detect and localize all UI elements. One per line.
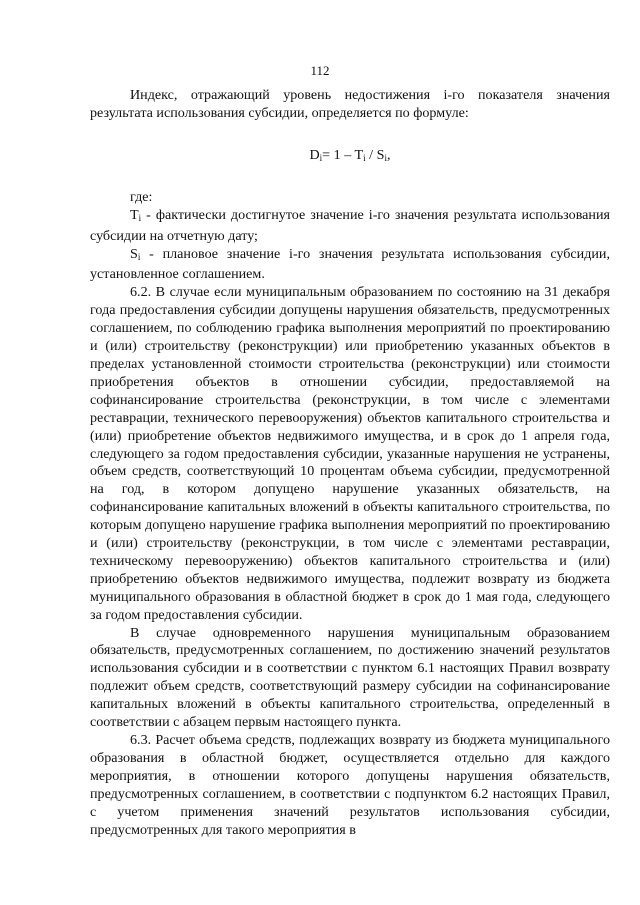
definition-s-text: - плановое значение i-го значения результата использования субсидии, установленное соглашением. — [90, 245, 610, 283]
paragraph-6-3: 6.3. Расчет объема средств, подлежащих возврату из бюджета муниципального образования в областной бюджет, осуществляется отдельно для каждого мероприятия, в отношении которого допущены нарушения обязательств, предусмотренных соглашением, в соответствии с подпунктом 6.2 настоящих Правил, с учетом применения значений результатов использования субсидии, предусмотренных для такого мероприятия в — [90, 732, 610, 838]
definition-t — [90, 207, 610, 246]
page-number: 112 — [310, 63, 330, 78]
formula-middle: = 1 – T — [322, 146, 364, 163]
formula-lhs-subscript: i — [319, 152, 323, 163]
formula-end-subscript: i — [384, 152, 387, 163]
formula-slash: / S — [365, 146, 385, 163]
formula-lhs: D — [309, 146, 320, 163]
definition-s — [90, 246, 610, 285]
formula-mid-subscript: i — [363, 152, 366, 163]
formula-tail: , — [386, 146, 391, 163]
where-label: где: — [130, 188, 153, 205]
definition-t-symbol: T — [130, 206, 139, 223]
paragraph-6-2: 6.2. В случае если муниципальным образованием по состоянию на 31 декабря года предоставления субсидии допущены нарушения обязательств, предусмотренных соглашением, по соблюдению графика выполнения мероприятий по проектированию и (или) строительству (реконструкции) или приобретению указанных объектов в пределах установленной стоимости строительства (реконструкции) или стоимости приобретения объектов в отношении субсидии, предоставляемой на софинансирование строительства (реконструкции, в том числе с элементами реставрации, технического перевооружения) объектов капитального строительства и (или) приобретение объектов недвижимого имущества, и в срок до 1 апреля года, следующего за годом предоставления субсидии, указанные нарушения не устранены, объем средств, соответствующий 10 процентам объема субсидии, предусмотренной на год, в котором допущено нарушение указанных обязательств, на софинансирование капитальных вложений в объекты капитального строительства, по которым допущено нарушение графика выполнения мероприятий по проектированию и (или) строительству (реконструкции, в том числе с элементами реставрации, техническому перевооружению) объектов капитального строительства и (или) приобретению объектов недвижимого имущества, подлежит возврату из бюджета муниципального образования в областной бюджет в срок до 1 мая года, следующего за годом предоставления субсидии. — [90, 284, 610, 623]
definition-s-subscript: i — [137, 251, 141, 262]
document-body — [90, 87, 610, 839]
formula — [90, 146, 610, 167]
definition-t-text: - фактически достигнутое значение i-го значения результата использования субсидии на отчетную дату; — [90, 206, 610, 244]
definition-t-subscript: i — [138, 212, 142, 223]
paragraph-intro: Индекс, отражающий уровень недостижения i-го показателя значения результата использования субсидии, определяется по формуле: — [90, 87, 610, 121]
definition-s-symbol: S — [130, 245, 138, 262]
paragraph-simultaneous-violation: В случае одновременного нарушения муниципальным образованием обязательств, предусмотренных соглашением, по достижению значений результатов использования субсидии и в соответствии с пунктом 6.1 настоящих Правил возврату подлежит объем средств, соответствующий размеру субсидии на софинансирование капитальных вложений в объекты капитального строительства, определенный в соответствии с абзацем первым настоящего пункта. — [90, 624, 610, 731]
